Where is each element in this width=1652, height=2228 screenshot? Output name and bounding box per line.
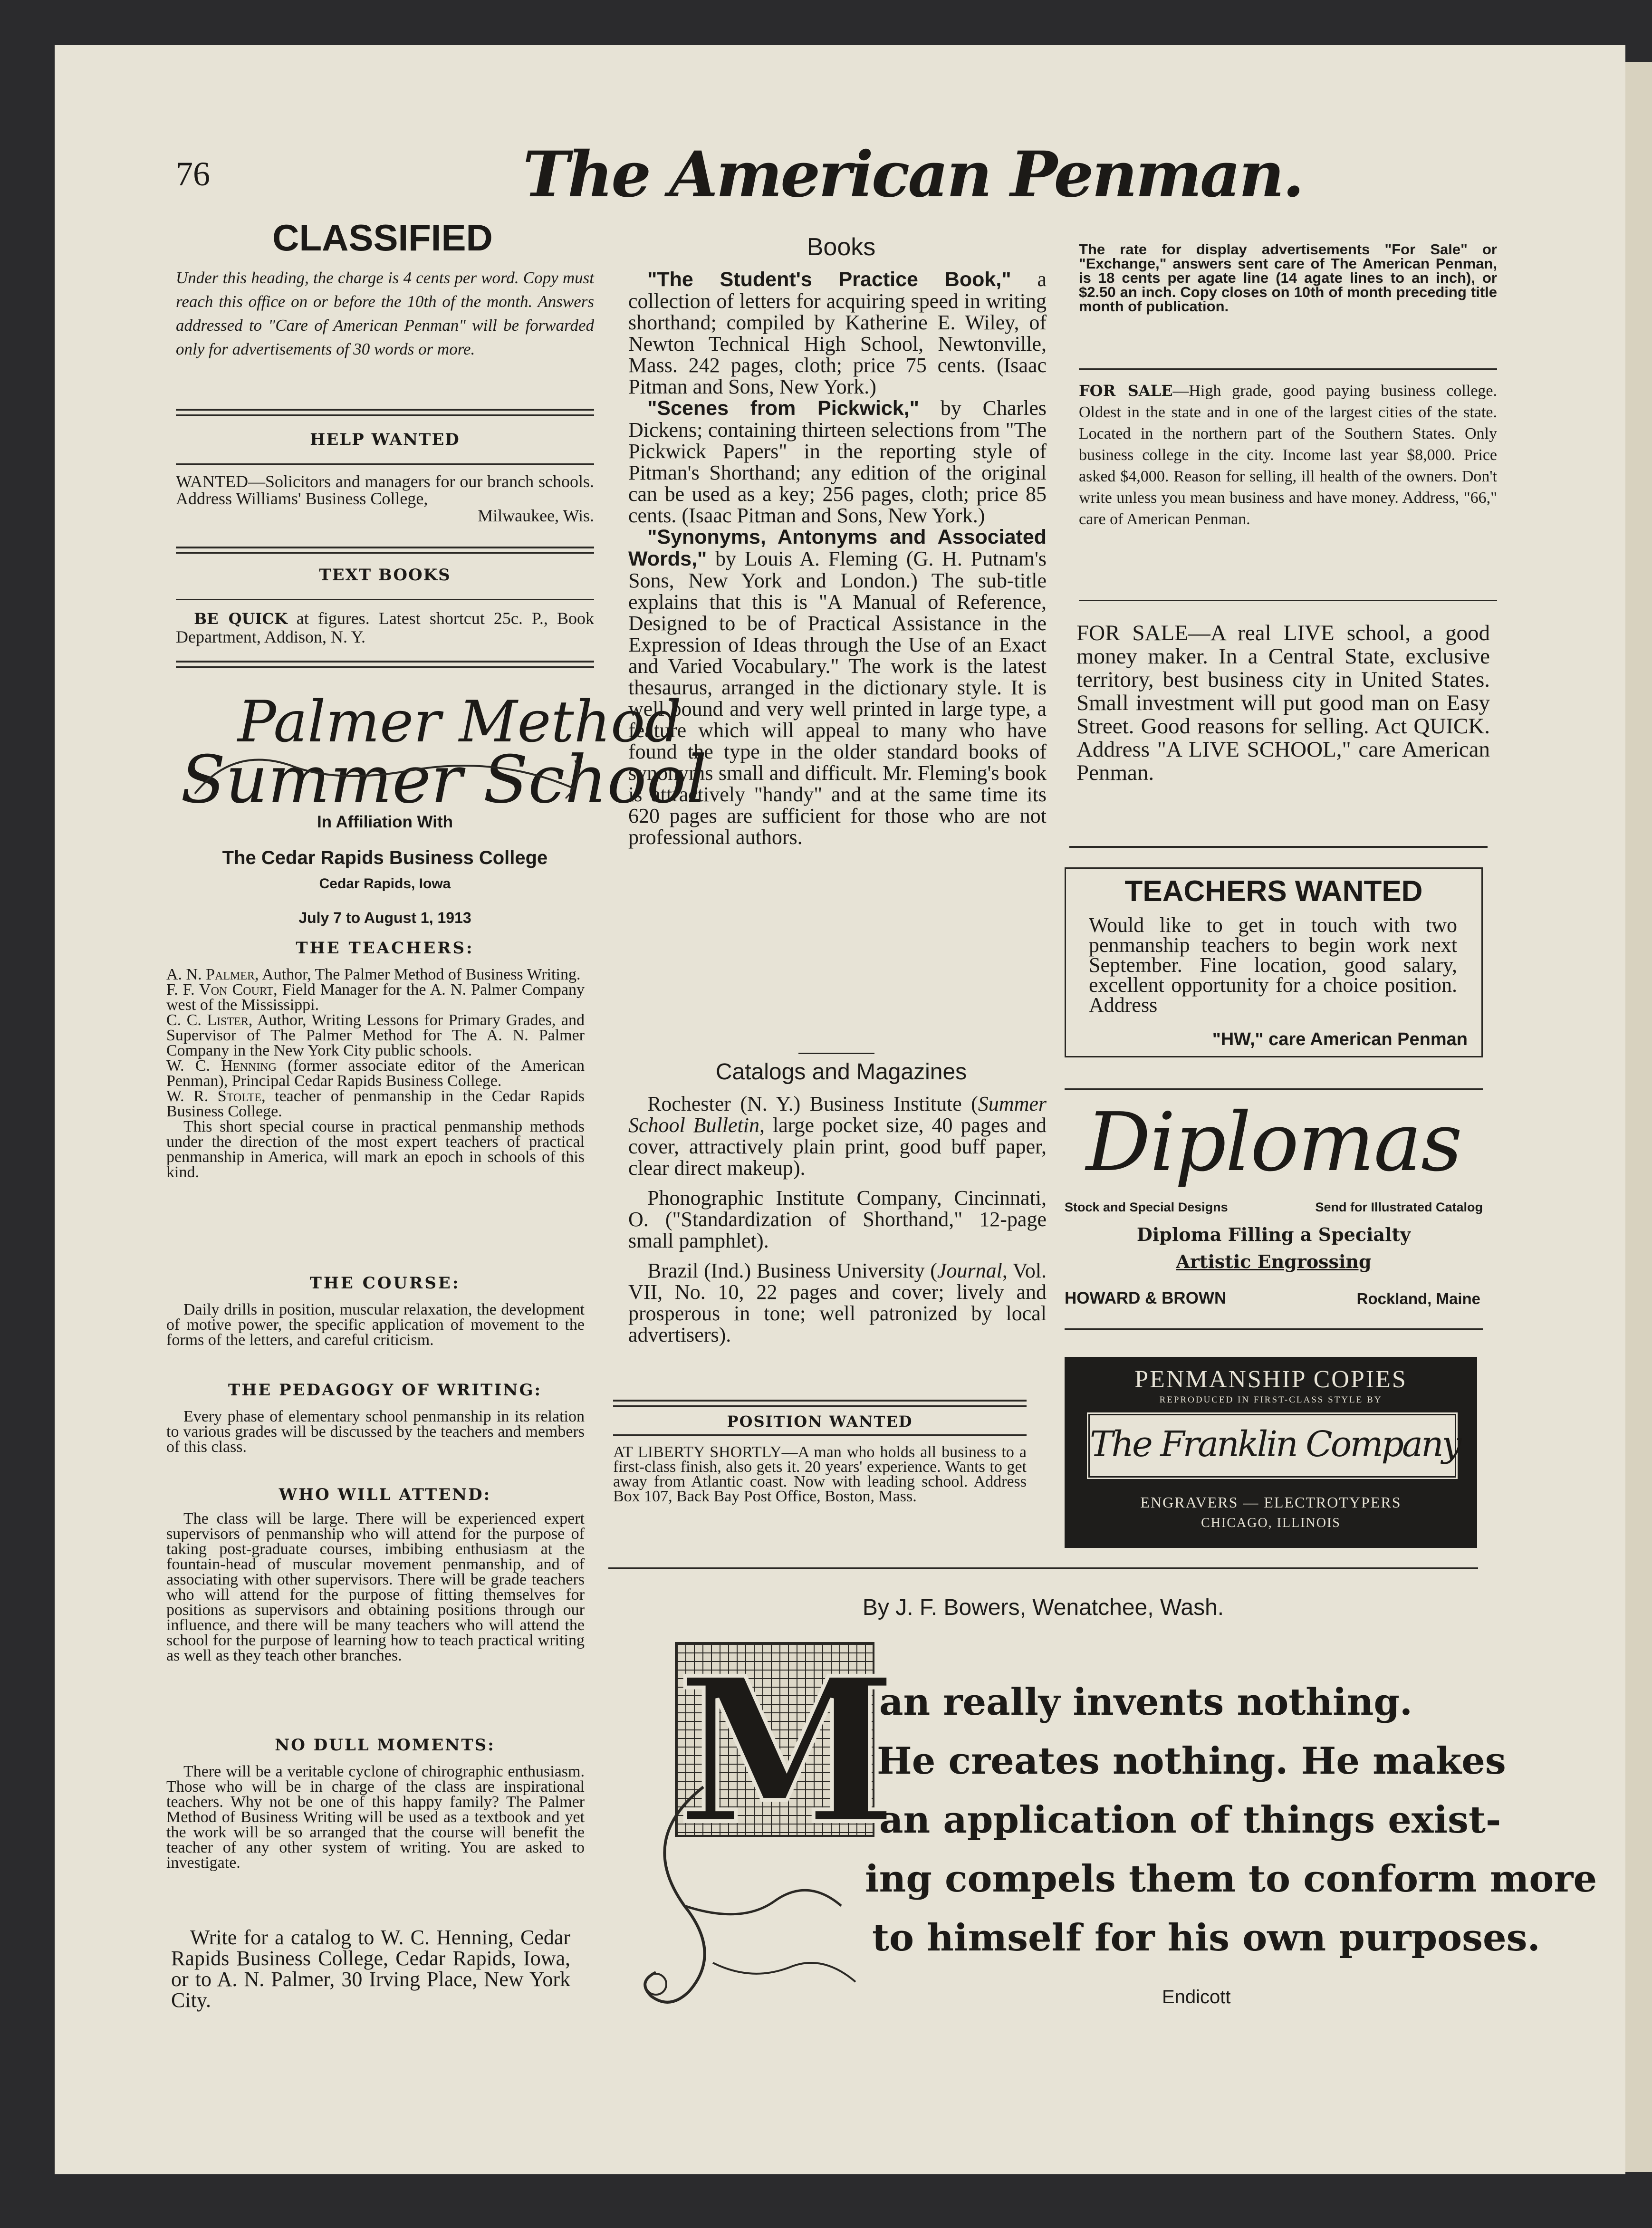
initial-letter: M [677,1634,898,1869]
diploma-filling-line: Diploma Filling a Specialty [1136,1224,1411,1245]
masthead: The American Penman. [523,138,1303,211]
rule [176,409,594,411]
attend-heading: WHO WILL ATTEND: [279,1485,491,1504]
flourish-decoration [176,684,707,822]
catalog-text: , large pocket size, 40 pages and cover, attractively plain print, good buff paper, clear direct makeup). [628,1114,1047,1180]
quote-line-1: an really invents nothing. [879,1681,1413,1724]
teachers-note: This short special course in practical penmanship methods under the direction of the most expert teachers of practical penmanship in America, will mark an epoch in schools of this kind. [166,1118,585,1181]
quote-line-2: He creates nothing. He makes [877,1739,1506,1783]
teacher-entry [166,1013,585,1058]
catalog-review-3 [628,1260,1047,1345]
position-wanted-heading: POSITION WANTED [727,1412,913,1431]
book-description: a collection of letters for acquiring speed in writing shorthand; compiled by Katherine E. Wiley, of Newton Technical High School, Newtonville, Mass. 242 pages, cloth; price 75 cents. (Isaac Pitman and Sons, New York.) [628,268,1047,398]
quote-line-4: ing compels them to conform more [865,1857,1597,1901]
teacher-description: , teacher of penmanship in the Cedar Rapids Business College. [166,1087,585,1120]
franklin-logo-panel [1088,1414,1460,1478]
for-sale-ad-1 [1079,380,1497,530]
book-title: "Scenes from Pickwick," [647,397,920,420]
catalogs-section [628,1093,1047,1345]
text-books-heading: TEXT BOOKS [319,566,451,585]
book-review-1 [628,269,1047,397]
teachers-wanted-text: Would like to get in touch with two penmanship teachers to begin work next September. Fine location, good salary, excellent opportunity for a choice position. Address [1089,913,1457,1017]
diplomas-city: Rockland, Maine [1356,1290,1480,1307]
teachers-heading: THE TEACHERS: [296,939,474,958]
rule [176,552,594,554]
diplomas-firm: HOWARD & BROWN [1065,1289,1227,1307]
signature: Endicott [1162,1987,1231,2007]
catalog-title: Journal [937,1259,1002,1282]
rule [1079,368,1497,370]
teacher-description: , Author, Writing Lessons for Primary Grades, and Supervisor of The Palmer Method for The A. N. Palmer Company in the New York City public schools. [166,1011,585,1059]
teacher-description: , Field Manager for the A. N. Palmer Company west of the Mississippi. [166,981,585,1014]
byline: By J. F. Bowers, Wenatchee, Wash. [862,1595,1224,1620]
attend-text: The class will be large. There will be experienced expert supervisors of penmanship who will attend for the purpose of taking post-graduate courses, imbibing enthusiasm at the fountain-head of muscular movement penmanship, and of associating with other supervisors. There will be grade teachers who will attend for the purpose of fitting themselves for positions as supervisors and obtaining positions through our influence, and there will be many teachers who will attend the school for the purpose of learning how to teach practical writing as well as they teach other branches. [166,1510,585,1664]
book-title: "Synonyms, Antonyms and Associated Words," [628,526,1047,570]
quote-line-5: to himself for his own purposes. [872,1916,1540,1959]
affiliation-line: In Affiliation With [317,813,453,831]
book-title: "The Student's Practice Book," [647,268,1011,291]
rule [176,661,594,663]
books-heading: Books [807,233,876,261]
course-dates: July 7 to August 1, 1913 [298,909,471,926]
teacher-entry [166,967,585,982]
page-number: 76 [176,155,210,193]
teachers-list [166,967,585,1180]
rate-notice: The rate for display advertisements "For Sale" or "Exchange," answers sent care of The American Penman, is 18 cents per agate line (14 agate lines to an inch), or $2.50 an inch. Copy closes on 10th of month preceding title month of publication. [1079,241,1497,315]
franklin-title: PENMANSHIP COPIES [1134,1366,1407,1393]
rule [1065,1328,1483,1330]
franklin-logo-text: The Franklin Company [1090,1424,1460,1465]
quote-line-3: an application of things exist- [879,1798,1501,1842]
book-description: by Louis A. Fleming (G. H. Putnam's Sons, New York and London.) The sub-title explains that this is "A Manual of Reference, Designed to be of Practical Assistance in the Expression of Ideas through the Use of an Exact and Varied Vocabulary." The work is the latest thesaurus, arranged in the dictionary style. It is well bound and very well printed in large type, a feature which will appeal to many who have found the type in the older standard books of synonyms small and difficult. Mr. Fleming's book is attractively "handy" and at the same time its 620 pages are sufficient for those who are not professional authors. [628,547,1047,849]
adjacent-page-edge [1625,62,1652,2172]
teacher-description: (former associate editor of the American Penman), Principal Cedar Rapids Business College. [166,1057,585,1090]
teacher-entry [166,982,585,1013]
catalog-request-text: Write for a catalog to W. C. Henning, Cedar Rapids Business College, Cedar Rapids, Iowa, or to A. N. Palmer, 30 Irving Place, New York City. [171,1926,570,2012]
for-sale-body: —High grade, good paying business college. Oldest in the state and in one of the largest cities of the state. Located in the northern part of the Southern States. Only business college in the city. Income last year $8,000. Price asked $4,000. Reason for selling, ill health of the owners. Don't write unless you mean business and have money. Address, "66," care of American Penman. [1079,382,1498,528]
for-sale-ad-2: FOR SALE—A real LIVE school, a good money maker. In a Central State, exclusive territory, best business city in United States. Small investment will put good man on Easy Street. Good reasons for selling. Act QUICK. Address "A LIVE SCHOOL," care American Penman. [1076,621,1490,785]
rule [176,599,594,600]
catalog-review-1 [628,1093,1047,1179]
college-name: The Cedar Rapids Business College [222,847,548,868]
rule [608,1567,1478,1569]
pedagogy-text: Every phase of elementary school penmanship in its relation to various grades will be discussed by the teachers and members of this class. [166,1408,585,1456]
school-title-line1: Palmer Method [238,689,682,755]
teacher-name: A. N. Palmer [166,966,255,983]
book-description: by Charles Dickens; containing thirteen selections from "The Pickwick Papers" in the reporting style of Pitman's Shorthand; any edition of the original can be used as a key; 256 pages, cloth; price 85 cents. (Isaac Pitman and Sons, New York.) [628,396,1047,527]
teachers-wanted-title: TEACHERS WANTED [1124,875,1423,908]
rule [176,463,594,465]
teachers-wanted-box [1065,867,1483,1057]
book-review-2 [628,397,1047,526]
catalogs-heading: Catalogs and Magazines [715,1059,967,1085]
franklin-company-ad [1065,1357,1477,1548]
teacher-entry [166,1058,585,1089]
text-books-body: at figures. Latest shortcut 25c. P., Book Department, Addison, N. Y. [176,609,594,646]
catalog-text: Brazil (Ind.) Business University ( [647,1259,937,1282]
diplomas-catalog-line: Send for Illustrated Catalog [1315,1200,1483,1214]
help-wanted-text: WANTED—Solicitors and managers for our branch schools. Address Williams' Business College, [176,472,594,508]
rule [1065,1088,1483,1090]
artistic-engrossing-line: Artistic Engrossing [1176,1251,1372,1272]
help-wanted-city: Milwaukee, Wis. [478,506,594,525]
classified-note: Under this heading, the charge is 4 cents per word. Copy must reach this office on or before the 10th of the month. Answers addressed to "Care of American Penman" will be forwarded only for advertisements of 30 words or more. [176,269,594,358]
rule [1079,600,1497,601]
catalog-text: Rochester (N. Y.) Business Institute ( [647,1092,978,1115]
dull-heading: NO DULL MOMENTS: [275,1736,495,1755]
pedagogy-heading: THE PEDAGOGY OF WRITING: [228,1381,542,1400]
catalog-text: , Vol. VII, No. 10, 22 pages and cover; lively and prosperous in tone; well patronized by local advertisers). [628,1259,1047,1346]
for-sale-lead: FOR SALE [1079,382,1173,400]
catalog-review-2: Phonographic Institute Company, Cincinnati, O. ("Standardization of Shorthand," 12-page small pamphlet). [628,1186,1047,1252]
course-text: Daily drills in position, muscular relaxation, the development of motive power, the specific application of movement to the forms of the letters, and careful criticism. [166,1301,585,1349]
teacher-name: C. C. Lister [166,1011,249,1029]
short-rule [798,1053,874,1054]
book-review-3 [628,526,1047,848]
rule [176,547,594,548]
rule [613,1405,1027,1407]
franklin-subtitle: REPRODUCED IN FIRST-CLASS STYLE BY [1159,1395,1383,1405]
rule [1069,846,1488,848]
teacher-name: F. F. Von Court [166,981,274,999]
diplomas-title: Diplomas [1085,1095,1461,1190]
course-heading: THE COURSE: [309,1274,461,1293]
rule [613,1400,1027,1402]
text-books-lead: BE QUICK [194,610,288,628]
school-title-line2: Summer School [181,741,707,818]
college-city: Cedar Rapids, Iowa [319,876,451,892]
rule [176,666,594,668]
classified-title: CLASSIFIED [272,217,493,259]
books-section [628,269,1047,848]
teacher-name: W. R. Stolte [166,1087,262,1105]
rule [176,414,594,416]
dull-text: There will be a veritable cyclone of chirographic enthusiasm. Those who will be in charge of the class are inspirational teachers. Why not be one of this happy family? The Palmer Method of Business Writing will be used as a textbook and yet the work will be so arranged that the course will benefit the teacher of any other system of writing. You are asked to investigate. [166,1763,585,1872]
position-wanted-text: AT LIBERTY SHORTLY—A man who holds all business to a first-class finish, also gets it. 20 years' experience. Wants to get away from Atlantic coast. Now with leading school. Address Box 107, Back Bay Post Office, Boston, Mass. [613,1443,1027,1505]
help-wanted-heading: HELP WANTED [310,430,460,449]
teacher-entry [166,1089,585,1119]
teacher-description: , Author, The Palmer Method of Business Writing. [255,966,581,983]
teacher-name: W. C. Henning [166,1057,277,1075]
catalog-title: Summer School Bulletin [628,1092,1047,1137]
franklin-line-1: ENGRAVERS — ELECTROTYPERS [1140,1494,1402,1511]
diplomas-stock-line: Stock and Special Designs [1065,1200,1228,1214]
calligraphy-quote [865,1673,1597,1968]
rule [613,1434,1027,1436]
franklin-line-2: CHICAGO, ILLINOIS [1201,1516,1341,1530]
teachers-wanted-address: "HW," care American Penman [1212,1029,1468,1049]
text-books-text [176,609,594,646]
scroll-flourish [618,1782,884,2029]
